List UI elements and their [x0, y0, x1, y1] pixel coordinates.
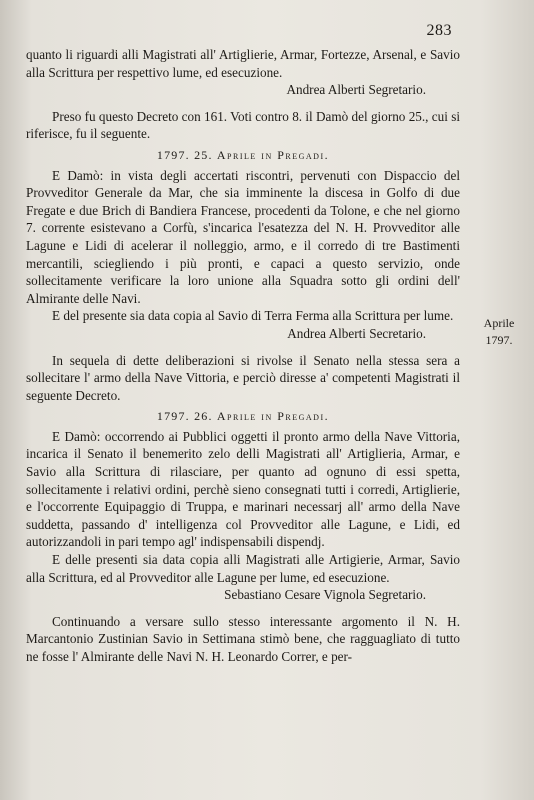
heading-25-title: Aprile in Pregadi. — [216, 147, 330, 162]
margin-note-month: Aprile — [483, 316, 515, 330]
paragraph-continuation: quanto li riguardi alli Magistrati all' Artiglierie, Armar, Fortezze, Arsenal, e Savio alla Scrittura per respettivo lume, ed esecuzione. — [26, 47, 460, 80]
body-text — [26, 46, 460, 666]
heading-25-aprile — [26, 147, 460, 165]
paragraph-copy-magistrati: E delle presenti sia data copia alli Magistrati alle Artigierie, Armar, Savio alla Scrittura, ed al Provveditor alle Lagune per lume, ed esecuzione. — [26, 552, 460, 585]
signature-alberti-2: Andrea Alberti Secretario. — [287, 325, 426, 341]
paragraph-decree-25: E Damò: in vista degli accertati riscontri, pervenuti con Dispaccio del Provveditor Generale da Mar, che sia imminente la discesa in Golfo di due Fregate e due Brich di Bandiera Francese, procedenti da Tolone, e che nel giorno 7. corrente esistevano a Corfù, s'incarica l'esatezza del N. H. Provveditor alle Lagune e Lidi di acelerar il nolleggio, armo, e il corredo di tre Bastimenti mercantili, sciegliendo i più pronti, e capaci a questo servizio, onde sollecitamente verificare la loro unione alla Squadra sotto gli ordini dell' Almirante delle Navi. — [26, 167, 460, 306]
signature-alberti-1: Andrea Alberti Segretario. — [286, 82, 426, 98]
heading-26-title: Aprile in Pregadi. — [216, 409, 330, 424]
heading-25-date: 1797. 25. — [156, 147, 213, 162]
paragraph-copy-savio: E del presente sia data copia al Savio di Terra Ferma alla Scrittura per lume. — [52, 308, 454, 324]
page-number: 283 — [426, 22, 452, 39]
signature-vignola: Sebastiano Cesare Vignola Segretario. — [224, 587, 426, 603]
margin-note-year: 1797. — [485, 333, 513, 347]
paragraph-sequela: In sequela di dette deliberazioni si rivolse il Senato nella stessa sera a sollecitare l' armo della Nave Vittoria, e perciò diresse a' competenti Magistrati il seguente Decreto. — [26, 352, 460, 403]
paragraph-decree-26: E Damò: occorrendo ai Pubblici oggetti il pronto armo della Nave Vittoria, incarica il Senato il benemerito zelo delli Magistrati all' Artiglieria, Armar, e Savio alla Scrittura di rilasciare, per quanto ad ognuno di essi spetta, sollecitamente i relativi ordini, perchè sieno consegnati tutti i corredi, Artiglierie, e l'occorrente Equipaggio di Truppa, e marinari necessarj all' armo della Nave suddetta, passando d' intelligenza col Provveditor alle Lagune, e Lidi, ed autorizzandoli in pari tempo agl' indispensabili dispendj. — [26, 428, 460, 550]
paragraph-vote: Preso fu questo Decreto con 161. Voti contro 8. il Damò del giorno 25., cui si riferisce, fu il seguente. — [26, 108, 460, 142]
heading-26-aprile — [26, 408, 460, 426]
paragraph-continuando: Continuando a versare sullo stesso interessante argomento il N. H. Marcantonio Zustinian Savio in Settimana stimò bene, che ragguagliato di tutto ne fosse l' Almirante delle Navi N. H. Leonardo Correr, e per- — [26, 613, 460, 664]
heading-26-date: 1797. 26. — [156, 409, 213, 424]
margin-note — [474, 315, 524, 349]
